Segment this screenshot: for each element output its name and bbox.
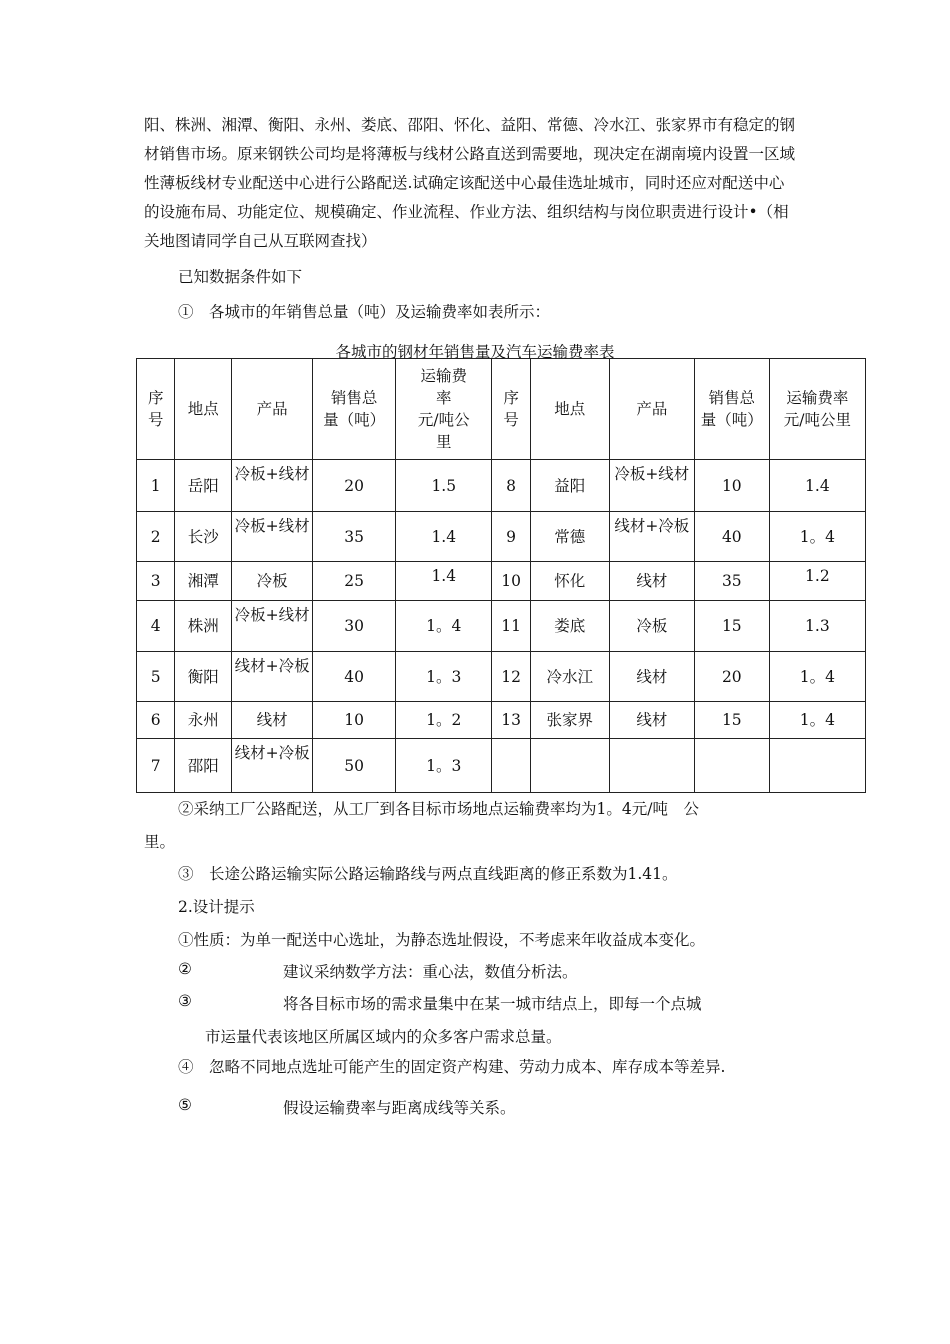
- cell-place: 邵阳: [175, 739, 232, 793]
- cell-product: 冷板+线材: [232, 601, 313, 652]
- cell-place: 永州: [175, 702, 232, 739]
- cell-sales: 40: [313, 652, 396, 702]
- hint-3-text-continued: 市运量代表该地区所属区域内的众多客户需求总量。: [205, 1028, 562, 1046]
- intro-line-3: 性薄板线材专业配送中心进行公路配送.试确定该配送中心最佳选址城市，同时还应对配送中心: [144, 174, 785, 192]
- header-product-left: 产品: [232, 359, 313, 460]
- intro-line-2: 材销售市场。原来钢铁公司均是将薄板与线材公路直送到需要地，现决定在湖南境内设置一区域: [144, 145, 796, 163]
- cell-rate: 1。3: [396, 652, 492, 702]
- cell-product: 线材+冷板: [232, 739, 313, 793]
- table-row: [137, 460, 866, 512]
- table-row: [137, 652, 866, 702]
- cell-sales: 10: [313, 702, 396, 739]
- header-product-right: 产品: [609, 359, 694, 460]
- cell-sales: 35: [313, 512, 396, 562]
- cell-product: 冷板+线材: [232, 512, 313, 562]
- cell-place: 湘潭: [175, 562, 232, 601]
- cell-sales: 50: [313, 739, 396, 793]
- cell-product: 线材: [609, 702, 694, 739]
- cell-seq: 2: [137, 512, 175, 562]
- item-2-text-continued: 里。: [144, 833, 176, 851]
- header-place-right: 地点: [530, 359, 609, 460]
- item-1-text: ① 各城市的年销售总量（吨）及运输费率如表所示：: [178, 303, 551, 321]
- cell-rate: 1。4: [769, 512, 865, 562]
- hint-3-text: 将各目标市场的需求量集中在某一城市结点上，即每一个点城: [283, 995, 702, 1013]
- cell-rate: 1.4: [769, 460, 865, 512]
- cell-seq: 6: [137, 702, 175, 739]
- intro-line-4: 的设施布局、功能定位、规模确定、作业流程、作业方法、组织结构与岗位职责进行设计•（相: [144, 203, 789, 221]
- cell-place: 长沙: [175, 512, 232, 562]
- cell-seq: 9: [492, 512, 530, 562]
- header-place-left: 地点: [175, 359, 232, 460]
- intro-line-1: 阳、株洲、湘潭、衡阳、永州、娄底、邵阳、怀化、益阳、常德、冷水江、张家界市有稳定的钢: [144, 116, 796, 134]
- item-3-text: ③ 长途公路运输实际公路运输路线与两点直线距离的修正系数为1.41。: [178, 865, 678, 883]
- header-rate-left: 运输费 率 元/吨公 里: [396, 359, 492, 460]
- cell-place: 怀化: [530, 562, 609, 601]
- cell-place: [530, 739, 609, 793]
- cell-rate: [769, 739, 865, 793]
- section-2-heading: 2.设计提示: [178, 898, 255, 916]
- cell-place: 益阳: [530, 460, 609, 512]
- cell-product: 线材: [232, 702, 313, 739]
- hint-1-text: ①性质：为单一配送中心选址，为静态选址假设，不考虑来年收益成本变化。: [178, 931, 706, 949]
- header-sales-left: 销售总 量（吨）: [313, 359, 396, 460]
- table-row: [137, 512, 866, 562]
- item-2-text: ②采纳工厂公路配送，从工厂到各目标市场地点运输费率均为1。4元/吨 公: [178, 800, 699, 818]
- cell-sales: 10: [694, 460, 769, 512]
- cell-sales: 40: [694, 512, 769, 562]
- cell-rate: 1.2: [769, 562, 865, 601]
- table-row: [137, 702, 866, 739]
- intro-line-5: 关地图请同学自己从互联网查找）: [144, 232, 377, 250]
- cell-product: 冷板+线材: [609, 460, 694, 512]
- cell-place: 娄底: [530, 601, 609, 652]
- table-row: [137, 562, 866, 601]
- cell-rate: 1。4: [769, 652, 865, 702]
- header-seq-left: 序 号: [137, 359, 175, 460]
- cell-sales: [694, 739, 769, 793]
- cell-seq: 1: [137, 460, 175, 512]
- cell-seq: 13: [492, 702, 530, 739]
- header-sales-right: 销售总 量（吨）: [694, 359, 769, 460]
- cell-rate: 1.5: [396, 460, 492, 512]
- hint-2-text: 建议采纳数学方法：重心法，数值分析法。: [283, 963, 578, 981]
- cell-sales: 25: [313, 562, 396, 601]
- table-row: [137, 601, 866, 652]
- cell-product: 线材: [609, 562, 694, 601]
- cell-rate: 1。4: [396, 601, 492, 652]
- cell-place: 常德: [530, 512, 609, 562]
- hint-3-number: ③: [178, 992, 192, 1010]
- cell-sales: 20: [313, 460, 396, 512]
- table-header-row: [137, 359, 866, 460]
- cell-sales: 20: [694, 652, 769, 702]
- hint-5-text: 假设运输费率与距离成线等关系。: [283, 1099, 516, 1117]
- cell-place: 衡阳: [175, 652, 232, 702]
- cell-place: 张家界: [530, 702, 609, 739]
- cell-rate: 1.4: [396, 562, 492, 601]
- cell-sales: 15: [694, 601, 769, 652]
- cell-product: 冷板+线材: [232, 460, 313, 512]
- hint-2-number: ②: [178, 960, 192, 978]
- cell-rate: 1。4: [769, 702, 865, 739]
- cell-product: [609, 739, 694, 793]
- cell-rate: 1。2: [396, 702, 492, 739]
- cell-seq: 4: [137, 601, 175, 652]
- hint-4-text: ④ 忽略不同地点选址可能产生的固定资产构建、劳动力成本、库存成本等差异.: [178, 1058, 726, 1076]
- cell-place: 岳阳: [175, 460, 232, 512]
- known-data-heading: 已知数据条件如下: [178, 268, 303, 286]
- cell-place: 冷水江: [530, 652, 609, 702]
- cell-product: 冷板: [232, 562, 313, 601]
- cell-seq: 3: [137, 562, 175, 601]
- cell-seq: 10: [492, 562, 530, 601]
- cell-rate: 1.3: [769, 601, 865, 652]
- cell-sales: 35: [694, 562, 769, 601]
- cell-seq: 8: [492, 460, 530, 512]
- cell-sales: 15: [694, 702, 769, 739]
- table-row: [137, 739, 866, 793]
- hint-5-number: ⑤: [178, 1096, 192, 1114]
- cell-seq: 12: [492, 652, 530, 702]
- cell-seq: 5: [137, 652, 175, 702]
- header-rate-right: 运输费率 元/吨公里: [769, 359, 865, 460]
- cell-seq: [492, 739, 530, 793]
- cell-product: 线材: [609, 652, 694, 702]
- table-caption: 各城市的钢材年销售量及汽车运输费率表: [335, 343, 615, 361]
- cell-product: 冷板: [609, 601, 694, 652]
- cell-sales: 30: [313, 601, 396, 652]
- sales-rate-table: [136, 358, 866, 793]
- cell-rate: 1.4: [396, 512, 492, 562]
- header-seq-right: 序 号: [492, 359, 530, 460]
- cell-product: 线材+冷板: [232, 652, 313, 702]
- cell-seq: 7: [137, 739, 175, 793]
- cell-product: 线材+冷板: [609, 512, 694, 562]
- cell-rate: 1。3: [396, 739, 492, 793]
- cell-seq: 11: [492, 601, 530, 652]
- cell-place: 株洲: [175, 601, 232, 652]
